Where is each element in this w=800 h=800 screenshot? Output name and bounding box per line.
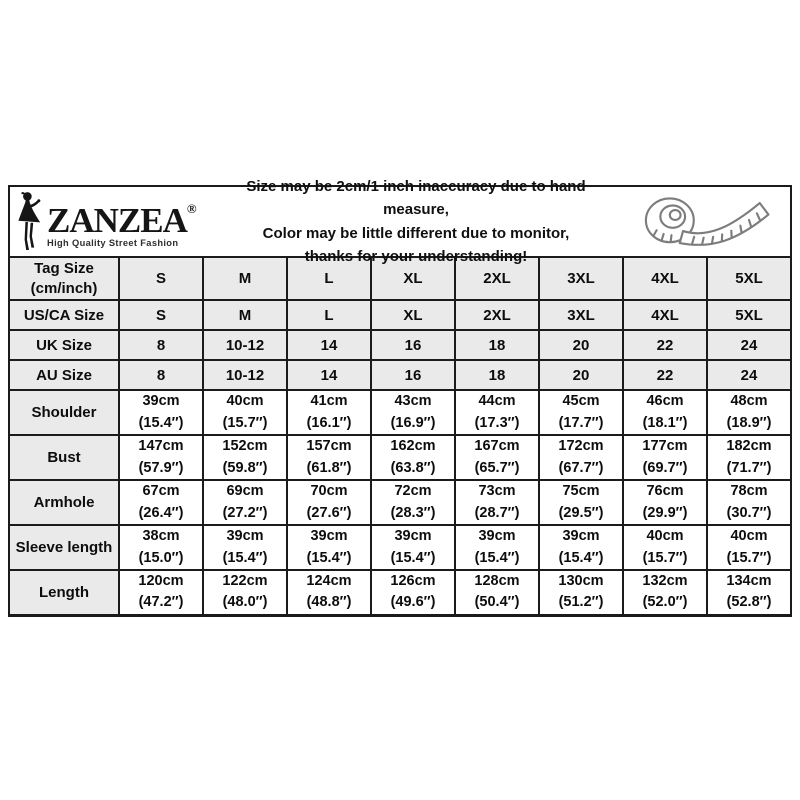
disclaimer-line-3: thanks for your understanding! (304, 247, 528, 265)
row-label-cell: Tag Size (cm/inch) (9, 257, 119, 300)
size-chart-body (9, 257, 791, 615)
measurement-cell: 67cm (26.4″) (119, 480, 203, 525)
row-label-cell: Length (9, 570, 119, 615)
measurement-cell: 39cm (15.4″) (539, 525, 623, 570)
size-cell: 3XL (539, 300, 623, 330)
size-cell: 16 (371, 330, 455, 360)
brand-logo (14, 190, 214, 254)
table-row (9, 570, 791, 615)
measurement-cell: 44cm (17.3″) (455, 390, 539, 435)
size-cell: L (287, 300, 371, 330)
measurement-cell: 78cm (30.7″) (707, 480, 791, 525)
measurement-cell: 157cm (61.8″) (287, 435, 371, 480)
size-cell: 16 (371, 360, 455, 390)
measurement-cell: 122cm (48.0″) (203, 570, 287, 615)
measurement-cell: 39cm (15.4″) (371, 525, 455, 570)
size-cell: 10-12 (203, 360, 287, 390)
brand-tagline: High Quality Street Fashion (47, 237, 179, 248)
measurement-cell: 134cm (52.8″) (707, 570, 791, 615)
table-row (9, 360, 791, 390)
measurement-cell: 41cm (16.1″) (287, 390, 371, 435)
size-cell: 4XL (623, 300, 707, 330)
measurement-cell: 130cm (51.2″) (539, 570, 623, 615)
table-row (9, 330, 791, 360)
size-cell: M (203, 300, 287, 330)
size-cell: 22 (623, 330, 707, 360)
measurement-cell: 126cm (49.6″) (371, 570, 455, 615)
measurement-cell: 76cm (29.9″) (623, 480, 707, 525)
size-chart-sheet (8, 178, 792, 617)
measurement-cell: 70cm (27.6″) (287, 480, 371, 525)
size-cell: 20 (539, 360, 623, 390)
measurement-cell: 177cm (69.7″) (623, 435, 707, 480)
measurement-cell: 69cm (27.2″) (203, 480, 287, 525)
measurement-cell: 40cm (15.7″) (623, 525, 707, 570)
size-cell: 3XL (539, 257, 623, 300)
brand-logo-text (47, 201, 197, 254)
measurement-cell: 162cm (63.8″) (371, 435, 455, 480)
size-cell: 18 (455, 360, 539, 390)
measurement-cell: 40cm (15.7″) (203, 390, 287, 435)
measurement-cell: 43cm (16.9″) (371, 390, 455, 435)
measurement-cell: 48cm (18.9″) (707, 390, 791, 435)
disclaimer-line-1: Size may be 2cm/1 inch inaccuracy due to hand measure, (246, 178, 586, 219)
brand-name: ZANZEA® (47, 201, 197, 240)
measurement-cell: 40cm (15.7″) (707, 525, 791, 570)
measuring-tape-icon (623, 189, 781, 255)
measurement-cell: 73cm (28.7″) (455, 480, 539, 525)
measurement-cell: 39cm (15.4″) (287, 525, 371, 570)
row-label-cell: AU Size (9, 360, 119, 390)
woman-silhouette-icon (16, 190, 46, 254)
disclaimer-line-2: Color may be little different due to monitor, (262, 224, 570, 242)
measurement-cell: 72cm (28.3″) (371, 480, 455, 525)
row-label-cell: Shoulder (9, 390, 119, 435)
row-label-cell: UK Size (9, 330, 119, 360)
row-label-cell: US/CA Size (9, 300, 119, 330)
measurement-cell: 147cm (57.9″) (119, 435, 203, 480)
size-cell: L (287, 257, 371, 300)
size-cell: 2XL (455, 300, 539, 330)
size-cell: 10-12 (203, 330, 287, 360)
measurement-cell: 120cm (47.2″) (119, 570, 203, 615)
measurement-cell: 39cm (15.4″) (203, 525, 287, 570)
table-row (9, 435, 791, 480)
size-cell: 4XL (623, 257, 707, 300)
size-cell: 14 (287, 330, 371, 360)
measure-disclaimer (214, 175, 618, 268)
brand-notice-header (8, 178, 792, 265)
size-cell: 5XL (707, 257, 791, 300)
measurement-cell: 132cm (52.0″) (623, 570, 707, 615)
table-row (9, 390, 791, 435)
measurement-cell: 39cm (15.4″) (455, 525, 539, 570)
table-row (9, 300, 791, 330)
measuring-tape-illustration (618, 189, 786, 255)
size-cell: 2XL (455, 257, 539, 300)
size-cell: 24 (707, 330, 791, 360)
size-cell: 20 (539, 330, 623, 360)
size-cell: 22 (623, 360, 707, 390)
size-cell: 5XL (707, 300, 791, 330)
size-cell: 8 (119, 360, 203, 390)
size-cell: M (203, 257, 287, 300)
measurement-cell: 128cm (50.4″) (455, 570, 539, 615)
size-cell: S (119, 300, 203, 330)
size-cell: 24 (707, 360, 791, 390)
size-cell: S (119, 257, 203, 300)
registered-mark: ® (186, 201, 197, 216)
measurement-cell: 172cm (67.7″) (539, 435, 623, 480)
measurement-cell: 75cm (29.5″) (539, 480, 623, 525)
size-cell: XL (371, 300, 455, 330)
measurement-cell: 39cm (15.4″) (119, 390, 203, 435)
measurement-cell: 45cm (17.7″) (539, 390, 623, 435)
row-label-cell: Armhole (9, 480, 119, 525)
measurement-cell: 182cm (71.7″) (707, 435, 791, 480)
size-chart-table (8, 256, 792, 617)
measurement-cell: 38cm (15.0″) (119, 525, 203, 570)
measurement-cell: 152cm (59.8″) (203, 435, 287, 480)
size-cell: 14 (287, 360, 371, 390)
table-row (9, 525, 791, 570)
row-label-cell: Bust (9, 435, 119, 480)
table-row (9, 480, 791, 525)
size-cell: 18 (455, 330, 539, 360)
row-label-cell: Sleeve length (9, 525, 119, 570)
measurement-cell: 124cm (48.8″) (287, 570, 371, 615)
size-cell: XL (371, 257, 455, 300)
size-cell: 8 (119, 330, 203, 360)
measurement-cell: 167cm (65.7″) (455, 435, 539, 480)
measurement-cell: 46cm (18.1″) (623, 390, 707, 435)
